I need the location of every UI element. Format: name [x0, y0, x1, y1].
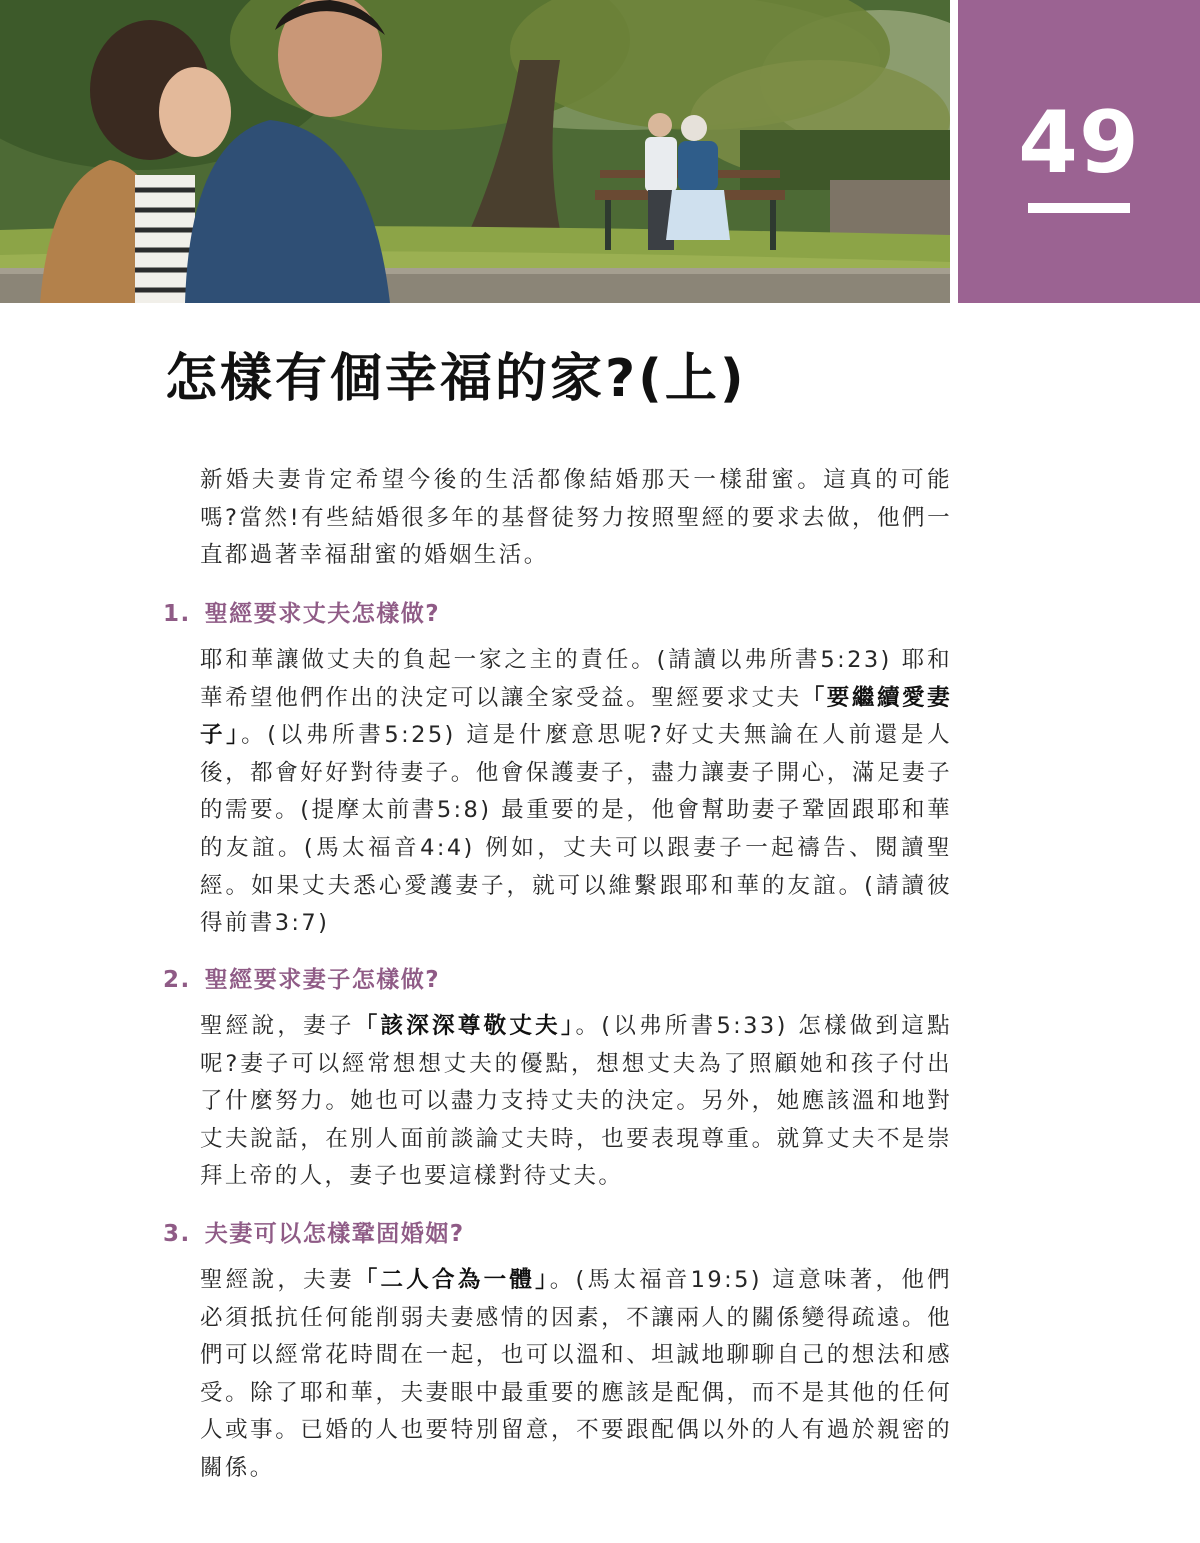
hero-photo — [0, 0, 950, 303]
hero-illustration — [0, 0, 950, 303]
section-heading-text: 聖經要求妻子怎樣做? — [204, 967, 441, 993]
section-heading-1 — [163, 600, 440, 630]
scripture-quote-bold: 「該深深尊敬丈夫」 — [354, 1013, 576, 1039]
page-title: 怎樣有個幸福的家?(上) — [165, 349, 747, 409]
body-text: 。(以弗所書5:25) 這是什麼意思呢?好丈夫無論在人前還是人後，都會好好對待妻子。他會保護妻子，盡力讓妻子開心，滿足妻子的需要。(提摩太前書5:8) 最重要的是，他會幫助妻子鞏固跟耶和華的友誼。(馬太福音4:4) 例如，丈夫可以跟妻子一起禱告、閱讀聖經。如果丈夫悉心愛護妻子，就可以維繫跟耶和華的友誼。(請讀彼得前書3:7) — [200, 722, 953, 937]
body-text: 。(馬太福音19:5) 這意味著，他們必須抵抗任何能削弱夫妻感情的因素，不讓兩人的關係變得疏遠。他們可以經常花時間在一起，也可以溫和、坦誠地聊聊自己的想法和感受。除了耶和華，夫妻眼中最重要的應該是配偶，而不是其他的任何人或事。已婚的人也要特別留意，不要跟配偶以外的人有過於親密的關係。 — [200, 1267, 953, 1481]
section-heading-3 — [163, 1220, 465, 1250]
lesson-number-badge — [958, 0, 1200, 303]
body-text: 聖經說，妻子 — [200, 1013, 355, 1039]
section-number: 1. — [163, 601, 191, 627]
section-number: 2. — [163, 967, 191, 993]
section-heading-text: 夫妻可以怎樣鞏固婚姻? — [204, 1221, 465, 1247]
scripture-quote-bold: 「要繼續愛妻子」 — [200, 684, 952, 749]
section-body-1 — [200, 642, 952, 943]
section-body-3 — [200, 1262, 952, 1488]
scripture-quote-bold: 「二人合為一體」 — [354, 1267, 550, 1293]
badge-underline — [1028, 203, 1130, 213]
body-text: 聖經說，夫妻 — [200, 1267, 355, 1293]
body-text: 耶和華讓做丈夫的負起一家之主的責任。(請讀以弗所書5:23) 耶和華希望他們作出的決定可以讓全家受益。聖經要求丈夫 — [200, 647, 952, 711]
intro-paragraph: 新婚夫妻肯定希望今後的生活都像結婚那天一樣甜蜜。這真的可能嗎?當然!有些結婚很多年的基督徒努力按照聖經的要求去做，他們一直都過著幸福甜蜜的婚姻生活。 — [200, 467, 952, 569]
section-number: 3. — [163, 1221, 191, 1247]
lesson-number: 49 — [1018, 93, 1140, 193]
section-heading-2 — [163, 966, 440, 996]
section-body-2 — [200, 1008, 952, 1196]
body-text: 。(以弗所書5:33) 怎樣做到這點呢?妻子可以經常想想丈夫的優點，想想丈夫為了照顧她和孩子付出了什麼努力。她也可以盡力支持丈夫的決定。另外，她應該溫和地對丈夫說話，在別人面前談論丈夫時，也要表現尊重。就算丈夫不是崇拜上帝的人，妻子也要這樣對待丈夫。 — [200, 1013, 953, 1190]
section-heading-text: 聖經要求丈夫怎樣做? — [204, 601, 441, 627]
